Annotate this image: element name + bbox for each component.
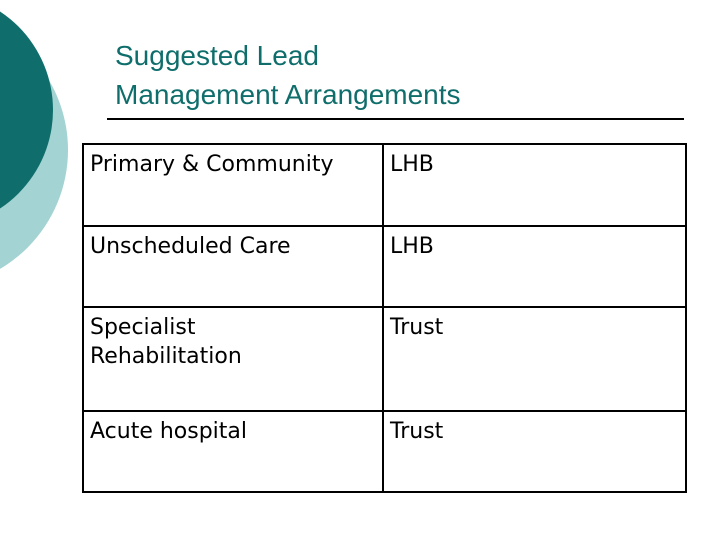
slide-title — [115, 36, 461, 114]
table-row — [83, 144, 686, 226]
lead-label: LHB — [390, 152, 434, 177]
area-cell — [83, 226, 383, 307]
table-row — [83, 307, 686, 411]
lead-cell — [383, 226, 686, 307]
lead-label: Trust — [390, 315, 444, 340]
area-label: Unscheduled Care — [90, 234, 291, 259]
lead-label: LHB — [390, 234, 434, 259]
slide-title-line-1: Suggested Lead — [115, 40, 319, 71]
table-row — [83, 411, 686, 492]
lead-cell — [383, 307, 686, 411]
table-row — [83, 226, 686, 307]
lead-label: Trust — [390, 419, 444, 444]
title-divider — [107, 118, 684, 120]
area-cell — [83, 307, 383, 411]
decorative-circles — [0, 0, 80, 300]
area-cell — [83, 144, 383, 226]
area-label: Acute hospital — [90, 419, 248, 444]
area-label: Specialist Rehabilitation — [90, 315, 242, 369]
lead-cell — [383, 411, 686, 492]
area-cell — [83, 411, 383, 492]
lead-cell — [383, 144, 686, 226]
slide-title-line-2: Management Arrangements — [115, 79, 461, 110]
area-label: Primary & Community — [90, 152, 334, 177]
lead-management-table — [82, 143, 687, 493]
